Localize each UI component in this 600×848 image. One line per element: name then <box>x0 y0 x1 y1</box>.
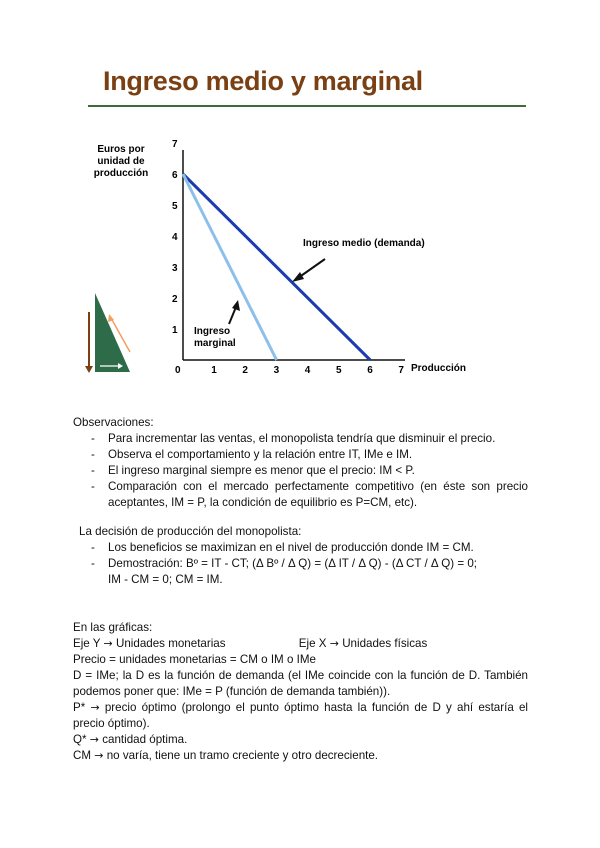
right-arrow-icon: → <box>90 701 100 714</box>
arrow-ingreso-marginal <box>229 300 240 324</box>
x-tick-label: 4 <box>304 365 311 376</box>
y-axis-label-line-2: unidad de <box>97 156 145 167</box>
x-tick-label: 0 <box>175 365 181 376</box>
y-axis-label-line-1: Euros por <box>97 144 145 155</box>
y-axis-label-line-3: producción <box>93 168 149 179</box>
y-tick-label: 5 <box>172 201 178 212</box>
annotation-ingreso-marginal-line-2: marginal <box>194 338 236 349</box>
x-tick-label: 1 <box>211 365 217 376</box>
list-item: - El ingreso marginal siempre es menor que el precio: IM < P. <box>73 463 528 479</box>
cantidad-optima-line <box>73 732 528 748</box>
decision-heading: La decisión de producción del monopolista: <box>79 525 302 538</box>
eje-y-value: Unidades monetarias <box>115 637 226 650</box>
list-item: - Observa el comportamiento y la relación entre IT, IMe e IM. <box>73 447 528 463</box>
cm-label: CM <box>73 749 92 762</box>
y-tick-label: 1 <box>172 325 178 336</box>
decision-list <box>73 540 528 588</box>
p-star-text: precio óptimo (prolongo el punto óptimo hasta la función de D y ahí estaría el precio óptimo). <box>73 701 528 730</box>
x-tick-label: 7 <box>398 365 404 376</box>
eje-x-group <box>299 636 427 652</box>
q-star-text: cantidad óptima. <box>102 733 188 746</box>
list-item <box>73 556 528 588</box>
right-arrow-icon: → <box>103 637 113 650</box>
page-title: Ingreso medio y marginal <box>103 66 423 96</box>
observaciones-heading: Observaciones: <box>73 416 154 429</box>
cm-line <box>73 748 528 764</box>
x-tick-label: 3 <box>273 365 280 376</box>
decision-section <box>73 524 528 588</box>
right-arrow-icon: → <box>94 749 104 762</box>
x-axis-label: Producción <box>411 363 467 374</box>
graficas-section <box>73 620 528 764</box>
eje-x-label: Eje X <box>298 637 327 650</box>
demostracion-line-1: Demostración: Bº = IT - CT; (Δ Bº / Δ Q) = (Δ IT / Δ Q) - (Δ CT / Δ Q) = 0; <box>108 557 478 570</box>
revenue-chart <box>0 0 600 400</box>
right-arrow-icon: → <box>329 637 339 650</box>
cm-text: no varía, tiene un tramo creciente y otro decreciente. <box>106 749 379 762</box>
graficas-heading: En las gráficas: <box>73 621 153 634</box>
y-tick-label: 4 <box>172 232 178 243</box>
y-tick-label: 3 <box>172 263 178 274</box>
annotation-ingreso-medio: Ingreso medio (demanda) <box>303 238 425 249</box>
arrow-ingreso-medio <box>292 259 325 282</box>
x-tick-label: 5 <box>336 365 342 376</box>
eje-x-value: Unidades físicas <box>342 637 428 650</box>
triangle-arrows-icon <box>85 293 130 373</box>
q-star-label: Q* <box>73 733 87 746</box>
annotation-ingreso-marginal-line-1: Ingreso <box>194 326 231 337</box>
demanda-line: D = IMe; la D es la función de demanda (el IMe coincide con la función de D. También podemos poner que: IMe = P (función de demanda también)). <box>73 669 528 698</box>
x-tick-label: 6 <box>367 365 373 376</box>
observaciones-section <box>73 415 528 511</box>
p-star-label: P* <box>73 701 86 714</box>
list-item: - Comparación con el mercado perfectamente competitivo (en éste son precio aceptantes, IM = P, la condición de equilibrio es P=CM, etc). <box>73 479 528 511</box>
ejes-line <box>73 636 528 652</box>
list-item: - Para incrementar las ventas, el monopolista tendría que disminuir el precio. <box>73 431 528 447</box>
y-tick-label: 2 <box>172 294 178 305</box>
y-tick-label: 7 <box>172 139 178 150</box>
precio-optimo-line <box>73 700 528 732</box>
eje-y-label: Eje Y <box>73 637 101 650</box>
demostracion-line-2: IM - CM = 0; CM = IM. <box>108 573 223 586</box>
precio-line: Precio = unidades monetarias = CM o IM o IMe <box>73 653 316 666</box>
observaciones-list <box>73 431 528 511</box>
right-arrow-icon: → <box>89 733 99 746</box>
y-tick-label: 6 <box>172 170 178 181</box>
x-tick-label: 2 <box>242 365 248 376</box>
list-item: - Los beneficios se maximizan en el nivel de producción donde IM = CM. <box>73 540 528 556</box>
